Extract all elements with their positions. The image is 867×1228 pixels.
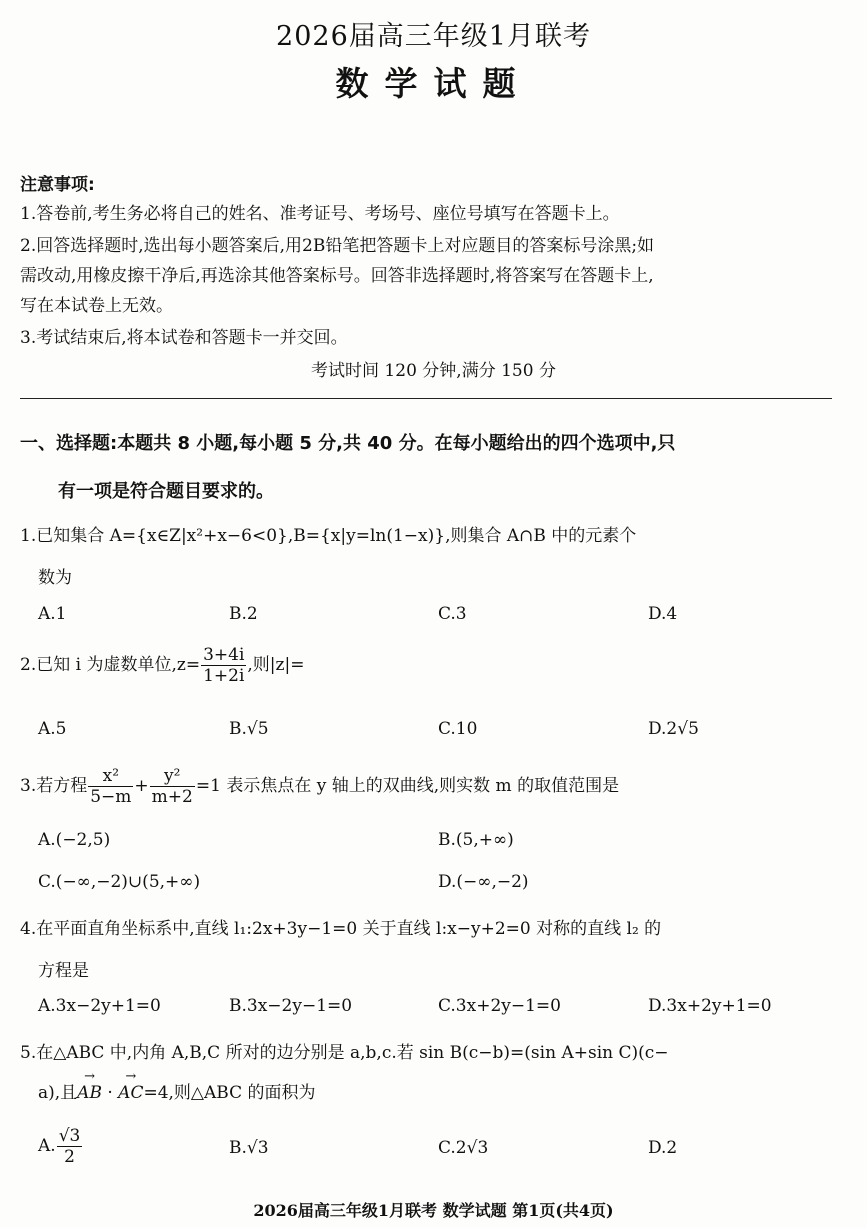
q5-option-d: D.2 — [648, 1138, 678, 1158]
notice-item-1: 1.答卷前,考生务必将自己的姓名、准考证号、考场号、座位号填写在答题卡上。 — [20, 204, 620, 224]
q5-option-a-den: 2 — [64, 1147, 75, 1167]
q5-option-a-label: A. — [38, 1136, 56, 1156]
question-1-line-1: 1.已知集合 A={x∈Z|x²+x−6<0},B={x|y=ln(1−x)},则集合 A∩B 中的元素个 — [20, 526, 637, 546]
q3-fraction-1 — [88, 766, 133, 807]
q4-option-d: D.3x+2y+1=0 — [648, 996, 772, 1016]
q1-option-a: A.1 — [38, 604, 67, 624]
q3-option-c: C.(−∞,−2)∪(5,+∞) — [38, 872, 201, 892]
q4-option-a: A.3x−2y+1=0 — [38, 996, 161, 1016]
q3-frac1-num: x² — [88, 766, 133, 787]
q2-suffix: ,则|z|= — [247, 655, 305, 675]
q1-option-d: D.4 — [648, 604, 678, 624]
q3-fraction-2 — [150, 766, 195, 807]
question-3 — [20, 766, 619, 807]
q3-frac2-den: m+2 — [151, 787, 193, 807]
divider-rule — [20, 398, 832, 399]
q3-prefix: 3.若方程 — [20, 776, 88, 796]
subject-title: 数学试题 — [335, 64, 532, 103]
q2-frac-num: 3+4i — [203, 645, 245, 665]
question-5-line-2 — [38, 1078, 316, 1103]
q2-z-eq: z= — [176, 655, 201, 675]
q5-option-a-fraction — [57, 1126, 83, 1167]
q4-option-b: B.3x−2y−1=0 — [229, 996, 353, 1016]
q2-option-a: A.5 — [38, 719, 67, 739]
q4-option-c: C.3x+2y−1=0 — [438, 996, 561, 1016]
notice-item-2-line-3: 写在本试卷上无效。 — [20, 296, 173, 316]
exam-title: 2026届高三年级1月联考 — [276, 21, 591, 52]
section-heading-line-2: 有一项是符合题目要求的。 — [58, 481, 274, 502]
notice-item-2-line-2: 需改动,用橡皮擦干净后,再选涂其他答案标号。回答非选择题时,将答案写在答题卡上, — [20, 266, 654, 286]
q2-option-d: D.2√5 — [648, 719, 699, 739]
q5-line2-suffix: =4,则△ABC 的面积为 — [143, 1083, 316, 1103]
q5-line2-prefix: a),且 — [38, 1083, 78, 1103]
vector-ab: → AB — [77, 1083, 102, 1103]
q5-option-b: B.√3 — [229, 1138, 269, 1158]
notice-heading: 注意事项: — [20, 175, 95, 195]
q3-option-a: A.(−2,5) — [38, 830, 111, 850]
q2-option-b: B.√5 — [229, 719, 269, 739]
question-4-line-1: 4.在平面直角坐标系中,直线 l₁:2x+3y−1=0 关于直线 l:x−y+2=0 对称的直线 l₂ 的 — [20, 919, 662, 939]
q3-frac2-num: y² — [150, 766, 195, 787]
question-1-line-2: 数为 — [38, 568, 72, 588]
q3-plus: + — [134, 776, 149, 796]
q3-option-d: D.(−∞,−2) — [438, 872, 529, 892]
exam-info: 考试时间 120 分钟,满分 150 分 — [311, 361, 556, 381]
q2-option-c: C.10 — [438, 719, 478, 739]
section-heading-line-1: 一、选择题:本题共 8 小题,每小题 5 分,共 40 分。在每小题给出的四个选项中,只 — [20, 433, 676, 454]
q5-dot: · — [101, 1083, 119, 1103]
question-5-line-1: 5.在△ABC 中,内角 A,B,C 所对的边分别是 a,b,c.若 sin B(c−b)=(sin A+sin C)(c− — [20, 1043, 669, 1063]
q2-frac-den: 1+2i — [203, 666, 245, 686]
q3-option-b: B.(5,+∞) — [438, 830, 514, 850]
vector-ac: → AC — [118, 1083, 143, 1103]
q2-prefix: 2.已知 i 为虚数单位, — [20, 655, 177, 675]
q5-option-a — [38, 1126, 83, 1167]
q2-fraction — [201, 645, 246, 686]
page-footer: 2026届高三年级1月联考 数学试题 第1页(共4页) — [253, 1201, 614, 1220]
notice-item-3: 3.考试结束后,将本试卷和答题卡一并交回。 — [20, 328, 348, 348]
q1-option-b: B.2 — [229, 604, 258, 624]
question-4-line-2: 方程是 — [38, 961, 89, 981]
q5-option-c: C.2√3 — [438, 1138, 489, 1158]
question-2 — [20, 645, 304, 686]
q5-option-a-num: √3 — [58, 1126, 81, 1146]
q3-suffix: =1 表示焦点在 y 轴上的双曲线,则实数 m 的取值范围是 — [195, 776, 620, 796]
q1-option-c: C.3 — [438, 604, 467, 624]
notice-item-2-line-1: 2.回答选择题时,选出每小题答案后,用2B铅笔把答题卡上对应题目的答案标号涂黑;如 — [20, 236, 655, 256]
q3-frac1-den: 5−m — [90, 787, 132, 807]
